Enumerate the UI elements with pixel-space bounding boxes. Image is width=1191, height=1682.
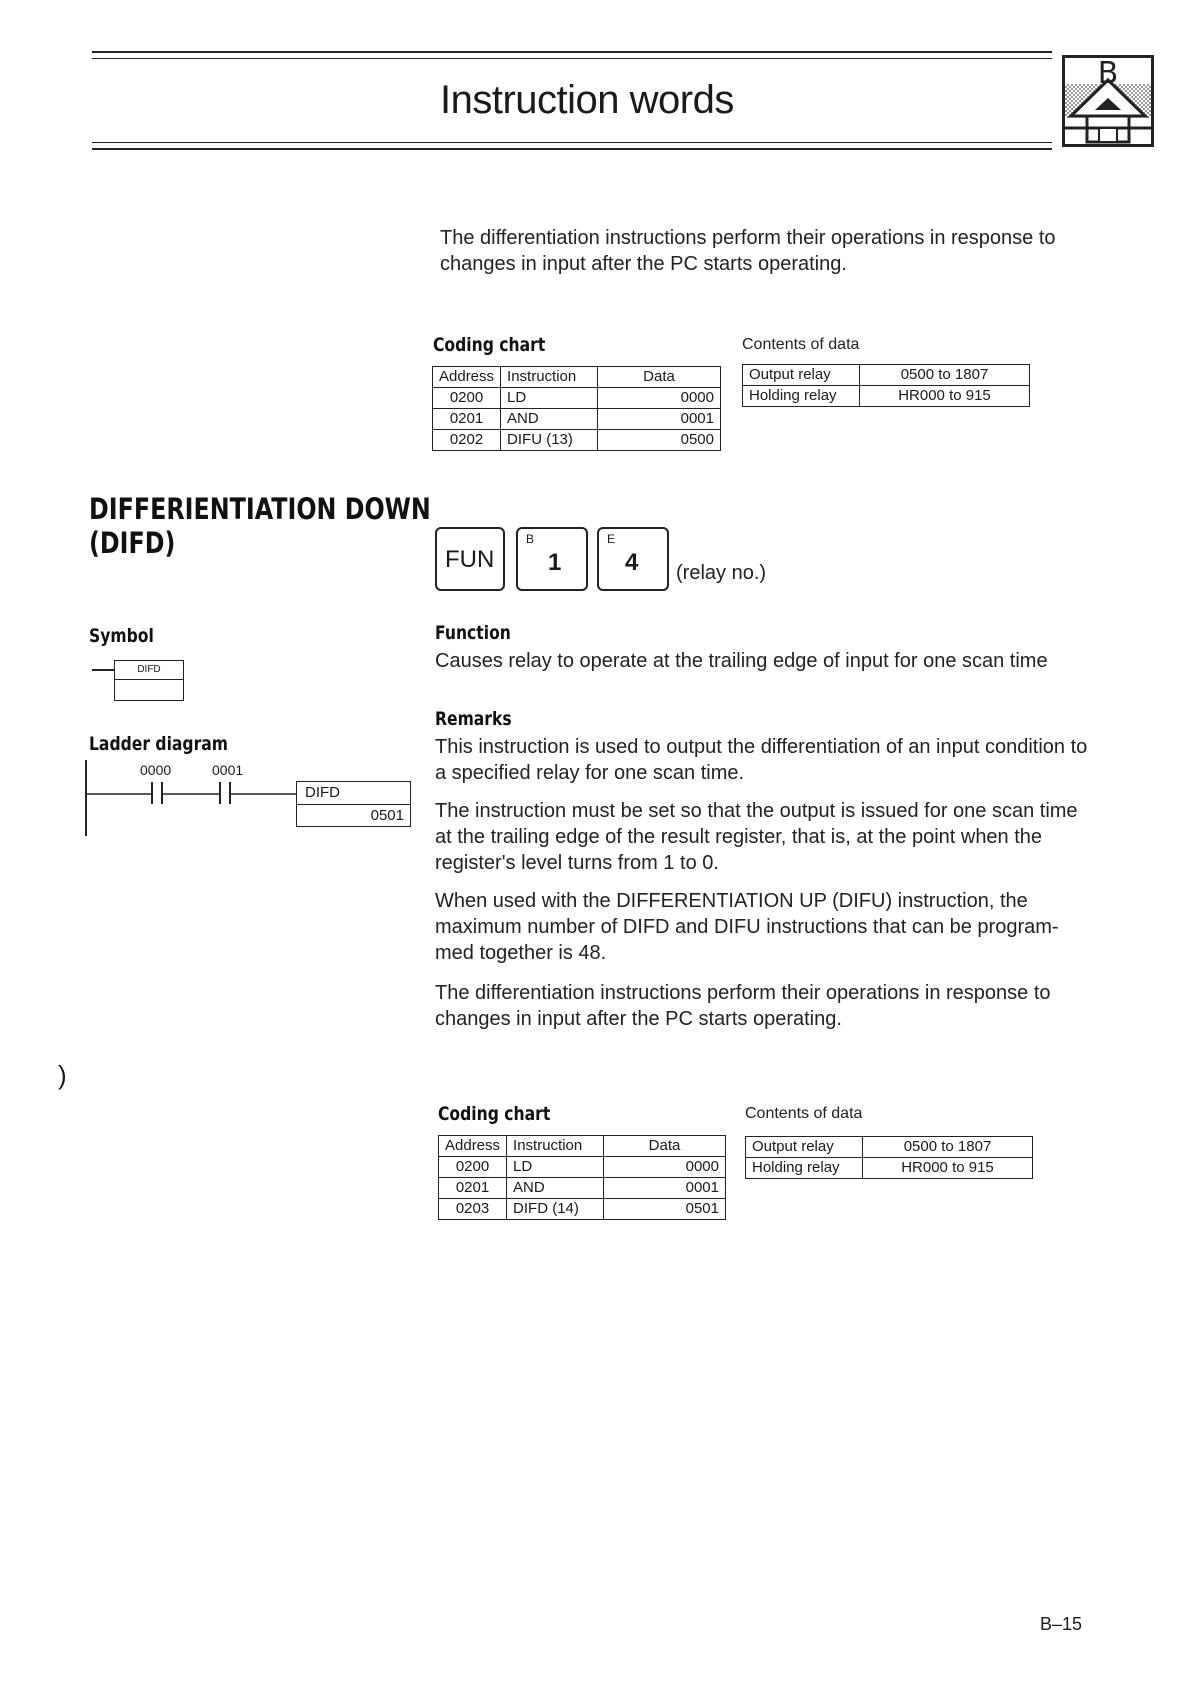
key-1	[516, 527, 588, 591]
key-label: FUN	[445, 546, 495, 573]
col-header: Instruction	[501, 367, 598, 388]
house-icon	[1065, 58, 1151, 144]
table-row	[439, 1178, 726, 1199]
remarks-title: Remarks	[435, 708, 512, 730]
cell-instruction: AND	[501, 409, 598, 430]
remarks-paragraph-1	[435, 734, 1175, 786]
contents-title-top: Contents of data	[742, 336, 860, 353]
coding-chart-top	[432, 366, 721, 451]
contact-label-1: 0000	[140, 762, 172, 778]
table-header-row	[433, 367, 721, 388]
table-row	[746, 1137, 1033, 1158]
remarks-paragraph-3	[435, 888, 1175, 966]
cell-label: Output relay	[746, 1137, 863, 1158]
key-label: 4	[625, 549, 639, 576]
cell-address: 0201	[439, 1178, 507, 1199]
symbol-label: DIFD	[137, 664, 161, 675]
col-header: Instruction	[507, 1136, 604, 1157]
cell-instruction: DIFU (13)	[501, 430, 598, 451]
key-sup: B	[526, 532, 535, 546]
page-number: B–15	[1040, 1614, 1083, 1634]
cell-range: 0500 to 1807	[863, 1137, 1033, 1158]
cell-data: 0000	[604, 1157, 726, 1178]
cell-address: 0200	[433, 388, 501, 409]
cell-label: Holding relay	[746, 1158, 863, 1179]
cell-instruction: LD	[501, 388, 598, 409]
ladder-box-value: 0501	[370, 807, 404, 824]
ladder-diagram	[84, 760, 414, 840]
instruction-heading	[89, 492, 431, 560]
text-line: med together is 48.	[435, 942, 607, 964]
table-row	[433, 409, 721, 430]
cell-address: 0202	[433, 430, 501, 451]
symbol-box-top	[114, 660, 184, 680]
key-suffix: (relay no.)	[676, 562, 767, 584]
cell-address: 0201	[433, 409, 501, 430]
table-row	[439, 1199, 726, 1220]
cell-range: 0500 to 1807	[860, 365, 1030, 386]
contact-label-2: 0001	[212, 762, 244, 778]
cell-data: 0001	[598, 409, 721, 430]
table-row	[433, 388, 721, 409]
cell-range: HR000 to 915	[863, 1158, 1033, 1179]
cell-instruction: AND	[507, 1178, 604, 1199]
coding-chart-title-bottom: Coding chart	[438, 1103, 551, 1125]
symbol-diagram	[92, 657, 192, 707]
key-4	[597, 527, 669, 591]
cell-range: HR000 to 915	[860, 386, 1030, 407]
text-line: The differentiation instructions perform their operations in response to	[440, 227, 1056, 249]
key-sup: E	[607, 532, 616, 546]
contents-title-bottom: Contents of data	[745, 1105, 863, 1122]
header-rule-bottom-thick	[92, 148, 1052, 150]
key-label: 1	[548, 549, 562, 576]
cell-data: 0501	[604, 1199, 726, 1220]
ladder-title: Ladder diagram	[89, 733, 229, 755]
text-line: changes in input after the PC starts operating.	[440, 253, 847, 275]
header-rule-top-thin	[92, 58, 1052, 59]
cell-label: Holding relay	[743, 386, 860, 407]
coding-chart-title-top: Coding chart	[433, 334, 546, 356]
text-line: a specified relay for one scan time.	[435, 762, 745, 784]
cell-address: 0200	[439, 1157, 507, 1178]
cell-instruction: LD	[507, 1157, 604, 1178]
contents-table-bottom	[745, 1136, 1033, 1179]
section-letter: B	[1097, 58, 1119, 91]
cell-instruction: DIFD (14)	[507, 1199, 604, 1220]
col-header: Address	[433, 367, 501, 388]
text-line: The instruction must be set so that the output is issued for one scan time	[435, 800, 1078, 822]
table-row	[433, 430, 721, 451]
remarks-paragraph-4	[435, 980, 1175, 1032]
table-row	[743, 386, 1030, 407]
text-line: This instruction is used to output the differentiation of an input condition to	[435, 736, 1088, 758]
ladder-output-box-top	[296, 781, 411, 805]
text-line: maximum number of DIFD and DIFU instructions that can be program-	[435, 916, 1059, 938]
table-row	[743, 365, 1030, 386]
text-line: at the trailing edge of the result register, that is, at the point when the	[435, 826, 1043, 848]
ladder-output-box-bottom	[296, 804, 411, 827]
section-logo	[1062, 55, 1154, 147]
fun-key	[435, 527, 505, 591]
table-header-row	[439, 1136, 726, 1157]
col-header: Data	[604, 1136, 726, 1157]
ladder-box-label: DIFD	[305, 784, 340, 801]
header-rule-top	[92, 51, 1052, 53]
text-line: changes in input after the PC starts operating.	[435, 1008, 842, 1030]
page-title: Instruction words	[440, 78, 734, 122]
cell-address: 0203	[439, 1199, 507, 1220]
symbol-box-bottom	[114, 679, 184, 701]
text-line: register's level turns from 1 to 0.	[435, 852, 719, 874]
cell-data: 0500	[598, 430, 721, 451]
symbol-lead-line	[92, 669, 114, 671]
top-intro	[440, 225, 1120, 277]
margin-mark: )	[58, 1060, 67, 1090]
header-rule-bottom	[92, 142, 1052, 143]
cell-data: 0001	[604, 1178, 726, 1199]
function-text: Causes relay to operate at the trailing edge of input for one scan time	[435, 650, 1048, 672]
cell-label: Output relay	[743, 365, 860, 386]
col-header: Data	[598, 367, 721, 388]
table-row	[439, 1157, 726, 1178]
text-line: When used with the DIFFERENTIATION UP (DIFU) instruction, the	[435, 890, 1028, 912]
heading-line: DIFFERIENTIATION DOWN	[89, 492, 431, 526]
function-title: Function	[435, 622, 511, 644]
text-line: The differentiation instructions perform their operations in response to	[435, 982, 1051, 1004]
symbol-title: Symbol	[89, 625, 154, 647]
cell-data: 0000	[598, 388, 721, 409]
heading-line: (DIFD)	[89, 526, 176, 560]
coding-chart-bottom	[438, 1135, 726, 1220]
contents-table-top	[742, 364, 1030, 407]
remarks-paragraph-2	[435, 798, 1175, 876]
table-row	[746, 1158, 1033, 1179]
col-header: Address	[439, 1136, 507, 1157]
